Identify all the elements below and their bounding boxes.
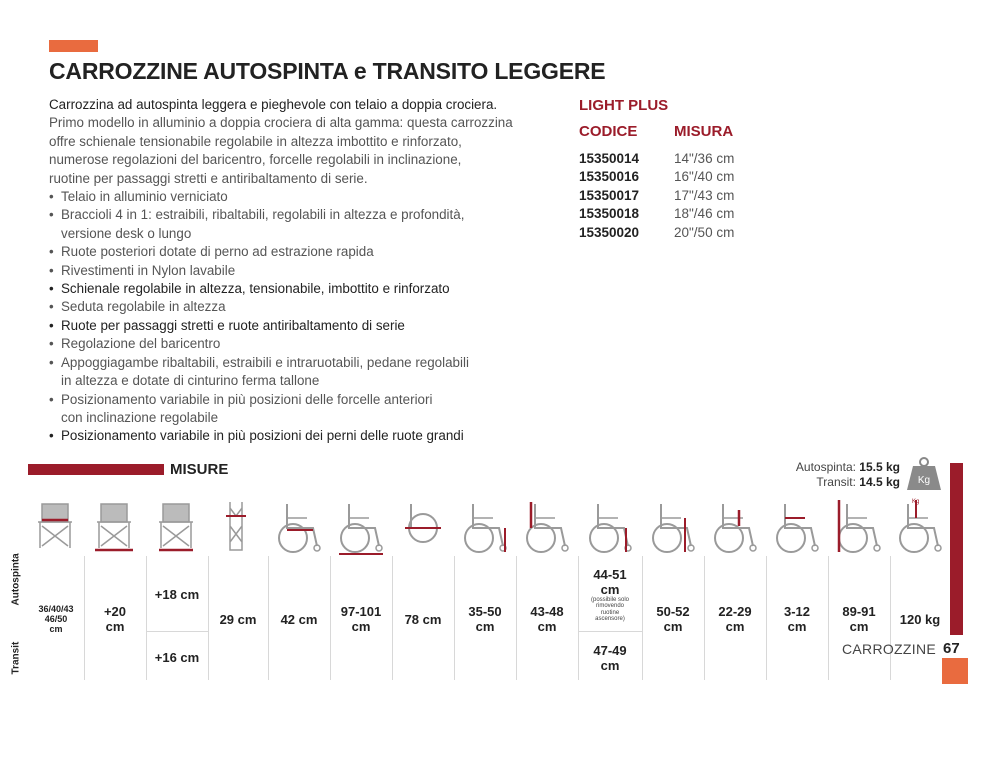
codes-header xyxy=(579,123,779,140)
model-name: LIGHT PLUS xyxy=(579,97,669,114)
overall-width-icon xyxy=(89,496,141,556)
measurement-value xyxy=(890,564,950,674)
backrest-height-icon xyxy=(521,496,573,556)
product-size: 14"/36 cm xyxy=(674,151,735,166)
feature-item: in altezza e dotate di cinturino ferma tallone xyxy=(61,373,320,389)
code-row xyxy=(579,205,779,223)
measurement-value xyxy=(208,564,268,674)
measurement-value xyxy=(330,564,392,674)
transit-weight-label: Transit: xyxy=(816,475,856,489)
floor-seat-height-icon xyxy=(584,496,636,556)
measurement-icons xyxy=(28,496,948,556)
misure-bar xyxy=(28,464,164,475)
feature-item: • Seduta regolabile in altezza xyxy=(49,298,569,316)
product-size: 18"/46 cm xyxy=(674,206,735,222)
measurement-text: 22-29 cm xyxy=(718,604,752,634)
seat-height-icon xyxy=(459,496,511,556)
measurement-text: 29 cm xyxy=(219,611,257,627)
code-row xyxy=(579,150,779,168)
measurement-value xyxy=(146,633,208,682)
weight-icon xyxy=(906,457,942,491)
measurement-text: 50-52 cm xyxy=(656,604,690,634)
weights xyxy=(796,460,900,490)
feature-item: • Ruote posteriori dotate di perno ad estrazione rapida xyxy=(49,243,569,261)
seat-width-icon xyxy=(30,496,82,556)
code-row xyxy=(579,224,779,242)
measurement-text: 97-101 cm xyxy=(340,604,382,634)
armrest-height-icon xyxy=(647,496,699,556)
measurement-text: 36/40/43 46/50 cm xyxy=(38,604,74,634)
measurement-note: (possibile solo rimovendo ruotine ascensore) xyxy=(590,596,630,622)
folded-length-icon xyxy=(397,496,449,556)
code-header: CODICE xyxy=(579,123,638,140)
row-divider xyxy=(578,631,642,632)
feature-item: • Rivestimenti in Nylon lavabile xyxy=(49,262,569,280)
overall-height-icon xyxy=(833,496,885,556)
measurement-text: +16 cm xyxy=(154,650,200,665)
measurement-text: 35-50 cm xyxy=(468,604,502,634)
seat-depth-icon xyxy=(273,496,325,556)
measurement-value xyxy=(268,564,330,674)
measurement-text: 78 cm xyxy=(404,611,442,627)
measurement-value xyxy=(454,564,516,674)
description-line: Carrozzina ad autospinta leggera e pieghevole con telaio a doppia crociera. xyxy=(49,97,498,112)
product-size: 20"/50 cm xyxy=(674,224,735,240)
page-number: 67 xyxy=(943,640,960,657)
measurement-text: 89-91 cm xyxy=(842,604,876,634)
product-size: 16"/40 cm xyxy=(674,169,735,185)
weight-icon-text: Kg xyxy=(917,475,931,486)
measurement-value xyxy=(828,564,890,674)
measurement-value xyxy=(516,564,578,674)
measurement-text: 44-51 cm xyxy=(593,566,627,597)
measurement-value xyxy=(704,564,766,674)
feature-item: • Schienale regolabile in altezza, tensionabile, imbottito e rinforzato xyxy=(49,280,569,298)
size-header: MISURA xyxy=(674,123,734,140)
feature-item: • Ruote per passaggi stretti e ruote antiribaltamento di serie xyxy=(49,317,569,335)
side-accent-bar xyxy=(950,463,963,635)
overall-length-icon xyxy=(335,496,387,556)
product-code: 15350018 xyxy=(579,206,640,222)
transit-weight-value: 14.5 kg xyxy=(859,475,900,489)
description-line: Primo modello in alluminio a doppia crociera di alta gamma: questa carrozzina xyxy=(49,115,513,131)
product-description xyxy=(49,96,569,446)
feature-item: • Telaio in alluminio verniciato xyxy=(49,188,569,206)
row-divider xyxy=(146,631,208,632)
folded-width-icon xyxy=(212,496,264,556)
code-row xyxy=(579,168,779,186)
codes-table xyxy=(579,150,779,242)
code-row xyxy=(579,187,779,205)
measurement-text: 47-49 cm xyxy=(593,642,627,673)
autospinta-weight-value: 15.5 kg xyxy=(859,460,900,474)
feature-list xyxy=(49,188,569,446)
measurement-text: 120 kg xyxy=(899,611,941,627)
footer-section: CARROZZINE xyxy=(842,641,936,657)
armrest-width-icon xyxy=(151,496,203,556)
description-text xyxy=(49,96,569,188)
armrest-length-icon xyxy=(709,496,761,556)
description-line: ruotine per passaggi stretti e antiribaltamento di serie. xyxy=(49,170,368,186)
product-size: 17"/43 cm xyxy=(674,187,735,203)
measurement-value xyxy=(28,564,84,674)
measurement-value xyxy=(146,564,208,625)
feature-item: con inclinazione regolabile xyxy=(61,409,219,425)
measurement-value xyxy=(578,633,642,682)
description-line: offre schienale tensionabile regolabile in altezza imbottito e rinforzato, xyxy=(49,133,462,149)
product-code: 15350020 xyxy=(579,224,640,240)
misure-label: MISURE xyxy=(170,461,229,478)
measurement-value xyxy=(578,558,642,631)
measurement-text: 42 cm xyxy=(280,611,318,627)
measurement-text: +20 cm xyxy=(103,604,127,634)
feature-item: • Appoggiagambe ribaltabili, estraibili e intraruotabili, pedane regolabili xyxy=(49,354,569,372)
product-codes xyxy=(579,97,779,242)
page-title: CARROZZINE AUTOSPINTA e TRANSITO LEGGERE xyxy=(49,58,606,84)
max-load-icon xyxy=(894,496,946,556)
feature-item: • Regolazione del baricentro xyxy=(49,335,569,353)
footer-accent-block xyxy=(942,658,968,684)
product-code: 15350016 xyxy=(579,169,640,185)
svg-text:Kg: Kg xyxy=(912,499,920,505)
measurement-value xyxy=(84,564,146,674)
feature-item: • Braccioli 4 in 1: estraibili, ribaltabili, regolabili in altezza e profondità, xyxy=(49,206,569,224)
product-code: 15350017 xyxy=(579,187,640,203)
measurement-text: 43-48 cm xyxy=(530,604,564,634)
header-accent-bar xyxy=(49,40,98,52)
measurement-value xyxy=(766,564,828,674)
autospinta-weight-label: Autospinta: xyxy=(795,460,856,474)
measurement-value xyxy=(642,564,704,674)
row-label-transit: Transit xyxy=(10,641,22,675)
measurement-text: 3-12 cm xyxy=(783,604,811,634)
measurement-text: +18 cm xyxy=(154,587,200,602)
feature-item: versione desk o lungo xyxy=(61,225,192,241)
product-code: 15350014 xyxy=(579,151,640,166)
description-line: numerose regolazioni del baricentro, forcelle regolabili in inclinazione, xyxy=(49,152,462,168)
feature-item: • Posizionamento variabile in più posizioni dei perni delle ruote grandi xyxy=(49,427,569,445)
armrest-offset-icon xyxy=(771,496,823,556)
measurement-value xyxy=(392,564,454,674)
row-label-autospinta: Autospinta xyxy=(10,553,22,606)
feature-item: • Posizionamento variabile in più posizioni delle forcelle anteriori xyxy=(49,391,569,409)
